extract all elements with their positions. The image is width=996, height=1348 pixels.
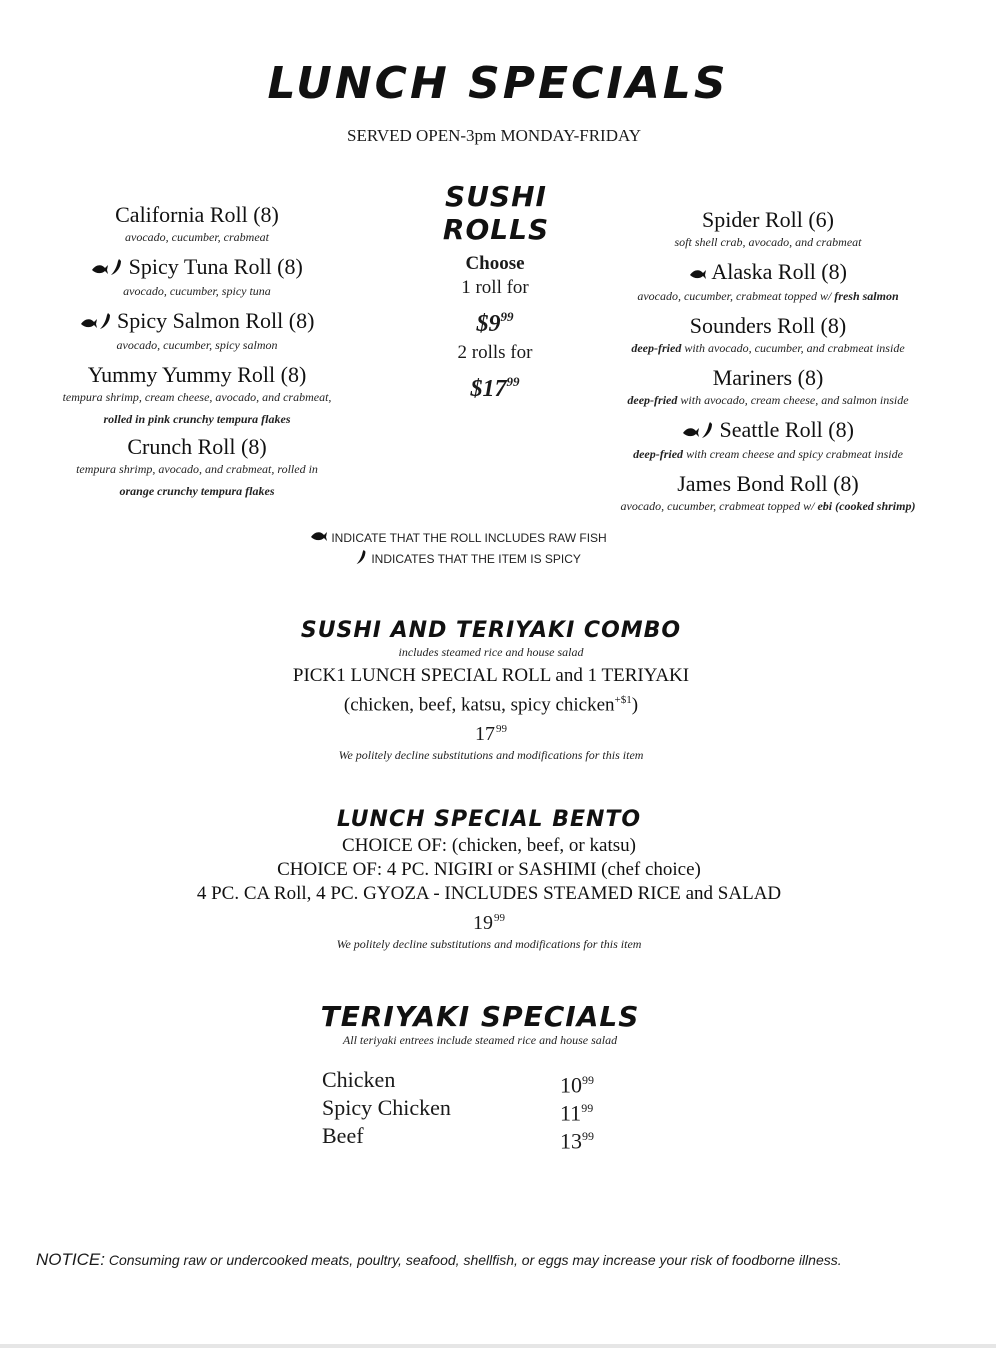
combo-section — [0, 618, 982, 763]
roll-description: tempura shrimp, cream cheese, avocado, and crabmeat, — [62, 389, 332, 404]
bento-line-3: 4 PC. CA Roll, 4 PC. GYOZA - INCLUDES STEAMED RICE and SALAD — [196, 883, 782, 904]
chili-pepper-icon — [98, 310, 112, 336]
roll-description-2: rolled in pink crunchy tempura flakes — [103, 411, 291, 426]
roll-name: Mariners (8) — [712, 364, 824, 390]
sushi-rolls-heading: SUSHI ROLLS — [442, 180, 550, 246]
teriyaki-item-price: $11^{99}$ — [560, 1100, 594, 1126]
roll-description: deep-fried with avocado, cream cheese, and salmon inside — [627, 392, 909, 407]
page-title: LUNCH SPECIALS — [267, 58, 729, 109]
combo-line-1: PICK1 LUNCH SPECIAL ROLL and 1 TERIYAKI — [292, 665, 690, 686]
combo-price: $17^{99}$ — [475, 723, 507, 746]
roll-mariners — [586, 365, 950, 409]
combo-subtitle: includes steamed rice and house salad — [398, 645, 584, 659]
teriyaki-item-name: Chicken — [322, 1067, 396, 1092]
roll-james-bond — [586, 471, 950, 515]
notice-text: Consuming raw or undercooked meats, poultry, seafood, shellfish, or eggs may increase your risk of foodborne illness. — [108, 1252, 842, 1268]
left-roll-column — [22, 202, 372, 500]
roll-description: avocado, cucumber, crabmeat topped w/ ebi (cooked shrimp) — [620, 498, 916, 513]
roll-name: Spider Roll (6) — [702, 207, 834, 232]
roll-name: Alaska Roll (8) — [711, 259, 847, 284]
teriyaki-item-beef — [322, 1122, 594, 1154]
teriyaki-list — [322, 1066, 594, 1154]
roll-spicy-salmon — [22, 308, 372, 354]
one-roll-price: $\$9^{99}$ — [476, 309, 514, 337]
fish-icon — [689, 261, 707, 287]
roll-name: Yummy Yummy Roll (8) — [87, 361, 307, 387]
roll-description: avocado, cucumber, crabmeat — [125, 230, 269, 244]
roll-spider — [586, 207, 950, 251]
bento-line-1: CHOICE OF: (chicken, beef, or katsu) — [342, 835, 636, 856]
right-roll-column — [586, 207, 950, 515]
teriyaki-item-chicken — [322, 1066, 594, 1098]
bento-note: We politely decline substitutions and modifications for this item — [336, 937, 642, 951]
chili-pepper-icon — [109, 256, 123, 282]
page-bottom-edge — [0, 1344, 996, 1348]
combo-heading: SUSHI AND TERIYAKI COMBO — [300, 618, 682, 643]
roll-name: Spicy Salmon Roll (8) — [117, 307, 315, 333]
roll-name: Seattle Roll (8) — [719, 416, 854, 442]
notice-label: NOTICE: — [36, 1250, 105, 1269]
teriyaki-heading: TERIYAKI SPECIALS — [320, 1000, 640, 1033]
roll-spicy-tuna — [22, 254, 372, 300]
bento-heading: LUNCH SPECIAL BENTO — [336, 807, 642, 832]
roll-name: James Bond Roll (8) — [677, 470, 859, 496]
roll-name: Sounders Roll (8) — [689, 312, 847, 338]
bento-price: $19^{99}$ — [473, 912, 505, 934]
bento-section — [0, 807, 978, 952]
roll-pricing — [420, 252, 570, 406]
roll-description-2: orange crunchy tempura flakes — [119, 483, 275, 498]
teriyaki-item-name: Beef — [322, 1123, 364, 1148]
roll-alaska — [586, 259, 950, 305]
roll-crunch — [22, 434, 372, 500]
teriyaki-item-price: $13^{99}$ — [560, 1128, 594, 1154]
bento-line-2: CHOICE OF: 4 PC. NIGIRI or SASHIMI (chef choice) — [277, 859, 701, 880]
two-rolls-price: $\$17^{99}$ — [470, 374, 520, 402]
one-roll-label: 1 roll for — [461, 277, 529, 298]
teriyaki-subtitle: All teriyaki entrees include steamed rice and house salad — [342, 1033, 618, 1047]
roll-name: Spicy Tuna Roll (8) — [128, 254, 303, 279]
combo-note: We politely decline substitutions and modifications for this item — [338, 748, 644, 763]
legend-raw — [310, 528, 607, 549]
fish-icon — [310, 529, 328, 549]
roll-description: deep-fried with cream cheese and spicy crabmeat inside — [633, 446, 903, 461]
chili-pepper-icon — [700, 419, 714, 445]
chili-pepper-icon — [354, 549, 368, 571]
roll-description: avocado, cucumber, spicy tuna — [123, 283, 271, 298]
roll-california — [22, 202, 372, 246]
teriyaki-section — [0, 1000, 960, 1048]
combo-line-2: (chicken, beef, katsu, spicy chicken$^{+\$1}$) — [343, 694, 639, 716]
roll-name: Crunch Roll (8) — [127, 433, 267, 459]
legend-raw-text: INDICATE THAT THE ROLL INCLUDES RAW FISH — [331, 531, 607, 545]
fish-icon — [682, 419, 700, 445]
roll-description: deep-fried with avocado, cucumber, and crabmeat inside — [631, 340, 905, 355]
teriyaki-item-spicy-chicken — [322, 1094, 594, 1126]
notice — [36, 1250, 976, 1270]
legend-spicy-text: INDICATES THAT THE ITEM IS SPICY — [371, 552, 581, 566]
roll-yummy-yummy — [22, 362, 372, 428]
legend-spicy — [310, 549, 607, 571]
choose-label: Choose — [465, 253, 525, 274]
roll-description: tempura shrimp, avocado, and crabmeat, rolled in — [76, 461, 318, 476]
roll-description: avocado, cucumber, crabmeat topped w/ fresh salmon — [637, 288, 899, 303]
roll-name: California Roll (8) — [115, 202, 279, 227]
roll-description: avocado, cucumber, spicy salmon — [116, 337, 278, 352]
icon-legend — [310, 528, 607, 571]
roll-sounders — [586, 313, 950, 357]
two-rolls-label: 2 rolls for — [457, 342, 533, 363]
roll-seattle — [586, 417, 950, 463]
teriyaki-item-price: $10^{99}$ — [560, 1072, 594, 1098]
served-hours: SERVED OPEN-3pm MONDAY-FRIDAY — [347, 126, 641, 145]
fish-icon — [91, 256, 109, 282]
teriyaki-item-name: Spicy Chicken — [322, 1095, 451, 1120]
fish-icon — [80, 310, 98, 336]
roll-description: soft shell crab, avocado, and crabmeat — [674, 235, 862, 249]
